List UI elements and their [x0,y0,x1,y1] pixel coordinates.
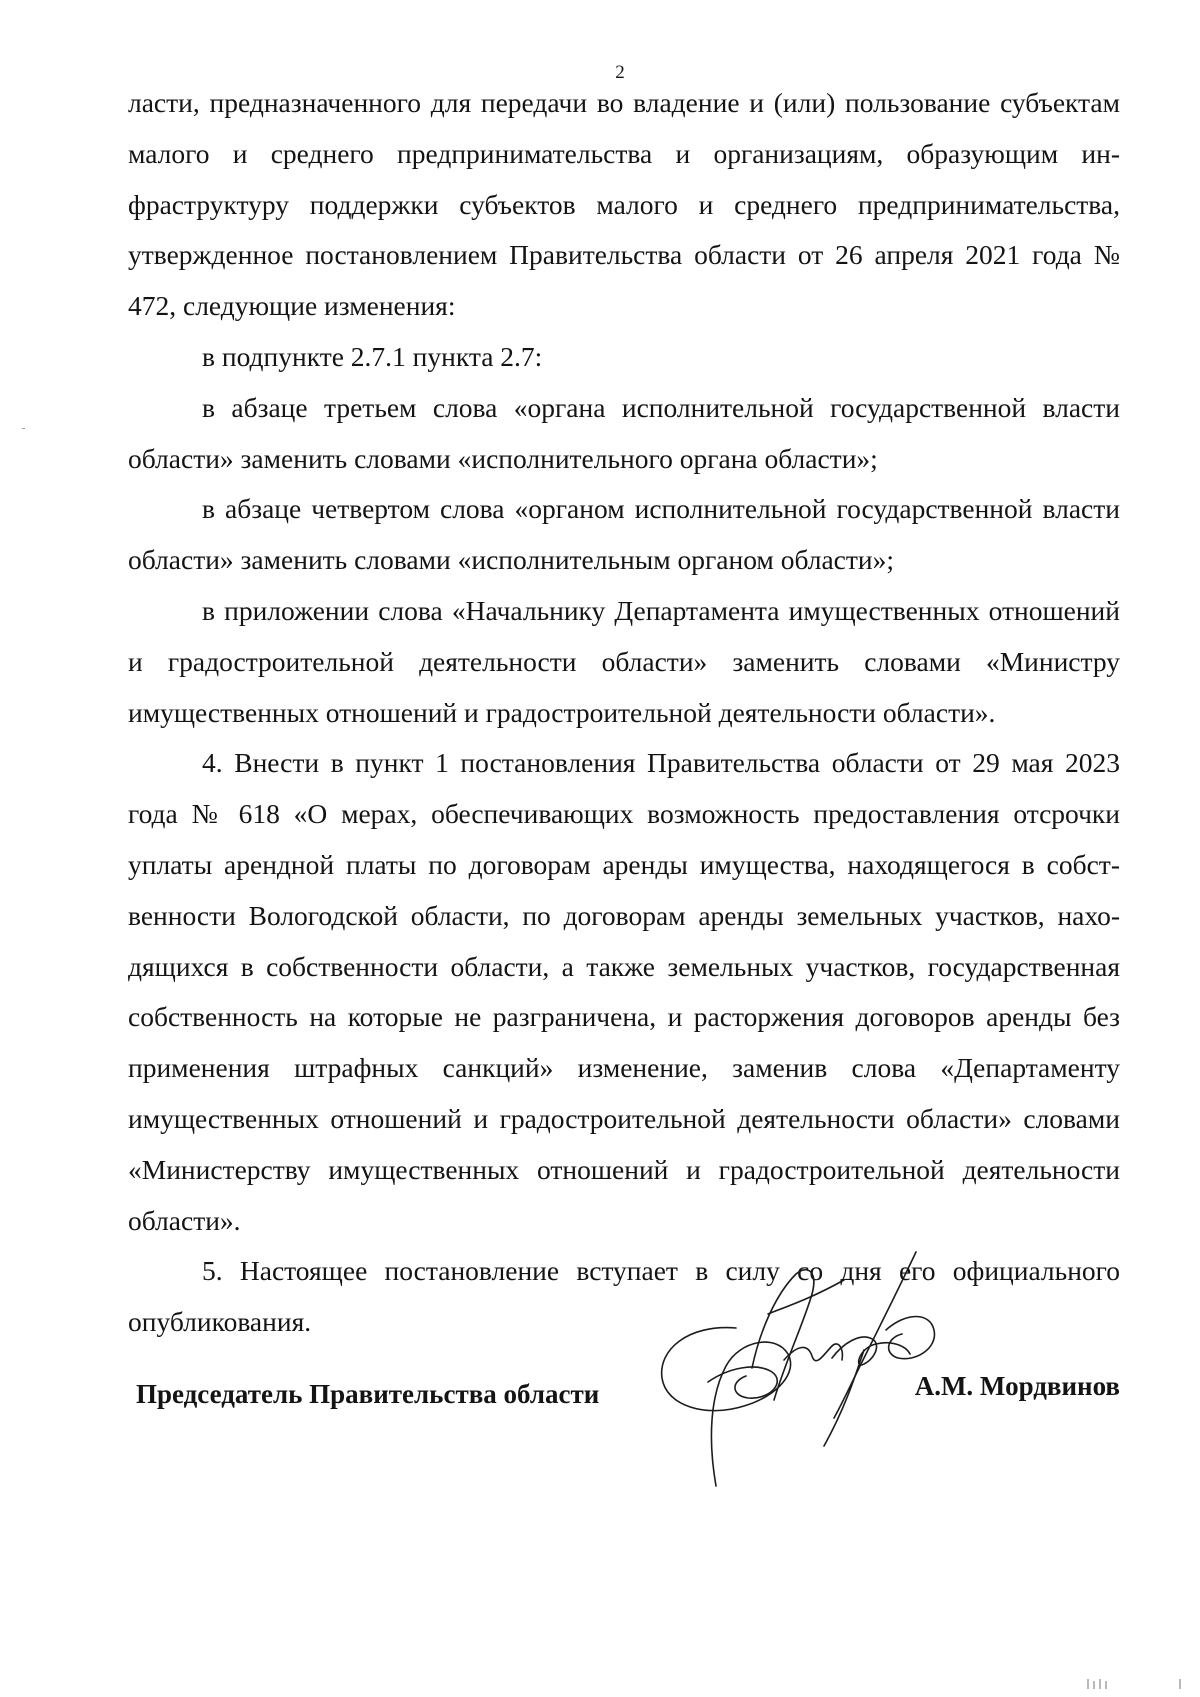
document-body [128,78,1120,1348]
paragraph-fourth-abzac: в абзаце четвертом слова «органом исполнительной государственной власти области» заменить словами «исполнительным органом области»; [128,493,1120,576]
paragraph-item-4: 4. Внести в пункт 1 постановления Правительства области от 29 мая 2023 года № 618 «О мерах, обеспечивающих возможность предоставления отсрочки уплаты арендной платы по договорам аренды имущества, находящегося в собственности Вологодской области, по договорам аренды земельных участков, находящихся в собственности области, а также земельных участков, государственная собственность на которые не разграничена, и расторжения договоров аренды без применения штрафных санкций» изменение, заменив слова «Департаменту имущественных отношений и градостроительной деятельности области» словами «Министерству имущественных отношений и градостроительной деятельности области». [128,747,1120,1236]
page-number: 2 [615,62,625,83]
paragraph-subpoint-2-7-1: в подпункте 2.7.1 пункта 2.7: [202,340,543,372]
scan-corner-marks [1084,1677,1184,1691]
paragraph-appendix: в приложении слова «Начальнику Департамента имущественных отношений и градостроительной деятельности области» заменить словами «Министру имущественных отношений и градостроительной деятельности области». [128,594,1120,728]
signer-name: А.М. Мордвинов [914,1371,1120,1401]
signer-title: Председатель Правительства области [136,1379,600,1409]
scan-mark [22,428,25,429]
paragraph-item-5: 5. Настоящее постановление вступает в силу со дня его официального опубликования. [128,1255,1120,1338]
paragraph-third-abzac: в абзаце третьем слова «органа исполнительной государственной власти области» заменить словами «исполнительного органа области»; [128,391,1120,474]
handwritten-signature [648,1250,948,1490]
paragraph-continuation: ласти, предназначенного для передачи во владение и (или) пользование субъектам малого и среднего предпринимательства и организациям, образующим инфраструктуру поддержки субъектов малого и среднего предпринимательства, утвержденное постановлением Правительства области от 26 апреля 2021 года № 472, следующие изменения: [128,87,1120,322]
signature-row [136,1367,1120,1417]
